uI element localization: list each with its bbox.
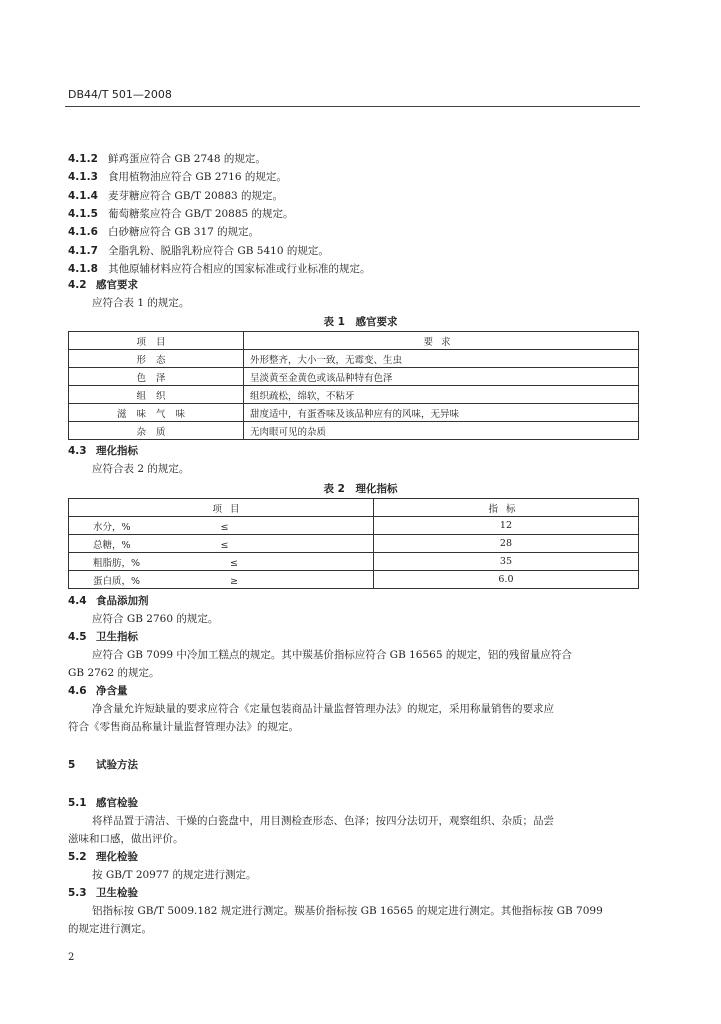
table-2-item-label: 蛋白质，% <box>93 575 141 587</box>
table-2-value-cell: 12 <box>373 517 638 535</box>
clause-number: 4.1.7 <box>68 244 98 257</box>
table-2-value-cell: 35 <box>373 553 638 571</box>
table-2-caption: 表 2 理化指标 <box>323 483 398 495</box>
table-2-row <box>69 535 639 553</box>
header-rule <box>65 106 640 107</box>
section-5-heading: 5 试验方法 <box>68 759 138 771</box>
table-2-item-label: 粗脂肪，% <box>93 557 141 569</box>
table-2-header-value: 指标 <box>373 499 638 517</box>
section-4-5-body-line2: GB 2762 的规定。 <box>68 667 160 679</box>
section-5-2-heading: 5.2 理化检验 <box>68 851 138 863</box>
table-2-comparator: ≤ <box>220 521 229 533</box>
table-2-comparator: ≥ <box>230 575 238 587</box>
table-1-requirement-cell: 呈淡黄至金黄色或该品种特有色泽 <box>244 368 639 386</box>
section-4-5-body-line1: 应符合 GB 7099 中冷加工糕点的规定。其中羰基价指标应符合 GB 16565 的规定，铝的残留量应符合 <box>92 649 572 661</box>
section-5-3-body-line2: 的规定进行测定。 <box>68 923 152 935</box>
section-4-6-body-line2: 符合《零售商品称量计量监督管理办法》的规定。 <box>68 721 299 733</box>
table-1-caption: 表 1 感官要求 <box>323 316 398 328</box>
clause-item <box>68 242 329 260</box>
table-1-header-row <box>69 332 639 350</box>
clause-text: 麦芽糖应符合 GB/T 20883 的规定。 <box>108 189 284 202</box>
clause-text: 全脂乳粉、脱脂乳粉应符合 GB 5410 的规定。 <box>108 244 329 257</box>
clause-number: 4.1.4 <box>68 189 98 202</box>
section-5-2-body: 按 GB/T 20977 的规定进行测定。 <box>92 869 257 881</box>
standard-number: DB44/T 501—2008 <box>68 88 172 101</box>
table-1-requirement-cell: 组织疏松，绵软，不粘牙 <box>244 386 639 404</box>
table-1-requirement-cell: 无肉眼可见的杂质 <box>244 422 639 440</box>
table-2-row <box>69 517 639 535</box>
clause-text: 葡萄糖浆应符合 GB/T 20885 的规定。 <box>108 207 294 220</box>
clause-text: 食用植物油应符合 GB 2716 的规定。 <box>108 171 287 184</box>
clause-item <box>68 187 283 205</box>
table-1-header-item: 项目 <box>69 332 244 350</box>
table-1-header-requirement: 要求 <box>244 332 639 350</box>
table-2-comparator: ≤ <box>230 557 238 569</box>
table-2-item-label: 总糖，% <box>93 539 131 551</box>
table-1-item-cell: 形态 <box>69 350 244 368</box>
clause-number: 4.1.2 <box>68 153 98 165</box>
table-2-item-label: 水分，% <box>93 521 131 533</box>
clause-text: 其他原辅材料应符合相应的国家标准或行业标准的规定。 <box>108 262 371 275</box>
page-number: 2 <box>68 952 75 963</box>
table-2-header-row <box>69 499 639 517</box>
clause-item <box>68 150 266 168</box>
table-2-comparator: ≤ <box>220 539 229 551</box>
section-4-2-heading: 4.2 感官要求 <box>68 279 138 291</box>
clause-text: 白砂糖应符合 GB 317 的规定。 <box>108 226 260 239</box>
table-1-item-cell: 组织 <box>69 386 244 404</box>
table-2-item-cell <box>69 517 374 535</box>
clause-number: 4.1.3 <box>68 171 98 184</box>
section-4-5-heading: 4.5 卫生指标 <box>68 631 138 643</box>
section-4-6-heading: 4.6 净含量 <box>68 685 128 697</box>
table-1-item-cell: 色泽 <box>69 368 244 386</box>
table-2-row <box>69 553 639 571</box>
table-1 <box>68 331 639 440</box>
table-2-value-cell: 6.0 <box>373 571 638 589</box>
section-4-4-body: 应符合 GB 2760 的规定。 <box>92 613 219 625</box>
table-1-requirement-cell: 外形整齐，大小一致，无霉变、生虫 <box>244 350 639 368</box>
clause-item <box>68 168 287 186</box>
table-2-value-cell: 28 <box>373 535 638 553</box>
table-1-requirement-cell: 甜度适中，有蛋香味及该品种应有的风味，无异味 <box>244 404 639 422</box>
table-1-row <box>69 386 639 404</box>
section-5-1-heading: 5.1 感官检验 <box>68 797 138 809</box>
table-1-item-cell: 杂质 <box>69 422 244 440</box>
table-1-row <box>69 350 639 368</box>
section-5-3-body-line1: 铝指标按 GB/T 5009.182 规定进行测定。羰基价指标按 GB 16565 的规定进行测定。其他指标按 GB 7099 <box>92 905 603 917</box>
section-5-3-heading: 5.3 卫生检验 <box>68 887 138 899</box>
section-4-4-heading: 4.4 食品添加剂 <box>68 595 149 607</box>
table-2-item-cell <box>69 553 374 571</box>
section-4-6-body-line1: 净含量允许短缺量的要求应符合《定量包装商品计量监督管理办法》的规定，采用称量销售的要求应 <box>92 703 554 715</box>
section-4-3-heading: 4.3 理化指标 <box>68 445 138 457</box>
table-1-row <box>69 368 639 386</box>
table-1-item-cell: 滋味气味 <box>69 404 244 422</box>
table-1-row <box>69 422 639 440</box>
table-1-row <box>69 404 639 422</box>
clause-number: 4.1.8 <box>68 262 98 275</box>
clause-text: 鲜鸡蛋应符合 GB 2748 的规定。 <box>108 153 266 165</box>
table-2-item-cell <box>69 535 374 553</box>
table-2 <box>68 498 639 589</box>
clause-item <box>68 223 259 241</box>
table-2-row <box>69 571 639 589</box>
clause-number: 4.1.5 <box>68 207 98 220</box>
section-4-2-body: 应符合表 1 的规定。 <box>92 297 190 309</box>
table-2-header-item: 项目 <box>69 499 374 517</box>
section-5-1-body-line1: 将样品置于清洁、干燥的白瓷盘中，用目测检查形态、色泽；按四分法切开，观察组织、杂质；品尝 <box>92 815 554 827</box>
clause-item <box>68 205 294 223</box>
section-4-3-body: 应符合表 2 的规定。 <box>92 463 190 475</box>
table-2-item-cell <box>69 571 374 589</box>
clause-number: 4.1.6 <box>68 226 98 239</box>
section-5-1-body-line2: 滋味和口感，做出评价。 <box>68 833 184 845</box>
